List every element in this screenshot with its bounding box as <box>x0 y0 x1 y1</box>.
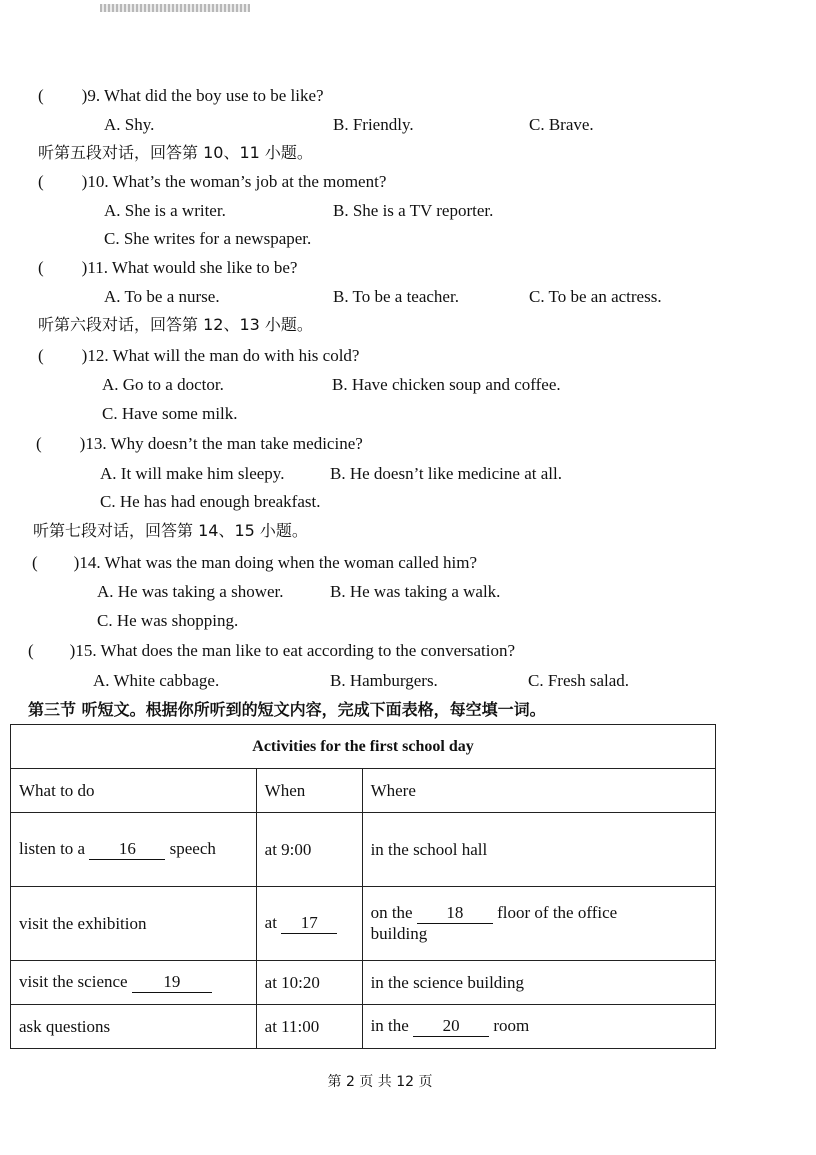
question-text: What does the man like to eat according to the conversation? <box>100 641 516 660</box>
option-b: B. Friendly. <box>333 115 414 134</box>
section-instruction: 听第六段对话，回答第 12、13 小题。 <box>38 315 313 334</box>
answer-paren: ( <box>36 434 42 453</box>
cell-where: in the science building <box>362 961 715 1005</box>
question-number: )15. <box>69 641 97 660</box>
option-c: C. Brave. <box>529 115 594 134</box>
option-b: B. He was taking a walk. <box>330 582 501 601</box>
option-b: B. Hamburgers. <box>330 671 438 690</box>
activities-table <box>10 724 716 1049</box>
question-text: What was the man doing when the woman called him? <box>104 553 478 572</box>
blank-17[interactable]: 17 <box>281 913 337 934</box>
question-text: What did the boy use to be like? <box>104 86 324 105</box>
question-text: What would she like to be? <box>111 258 298 277</box>
option-a: A. To be a nurse. <box>104 287 220 306</box>
option-c: C. Have some milk. <box>102 404 238 423</box>
question-text: Why doesn’t the man take medicine? <box>110 434 363 453</box>
header-where: Where <box>362 769 715 813</box>
answer-paren: ( <box>28 641 34 660</box>
question-number: )10. <box>81 172 109 191</box>
question-10 <box>38 172 386 192</box>
cell-what: listen to a 16 speech <box>11 813 257 887</box>
question-number: )11. <box>81 258 108 277</box>
option-c: C. He was shopping. <box>97 611 239 630</box>
cell-where: on the 18 floor of the office building <box>362 887 715 961</box>
question-number: )12. <box>81 346 109 365</box>
cell-what: visit the exhibition <box>11 887 257 961</box>
table-row <box>11 813 716 887</box>
option-b: B. She is a TV reporter. <box>333 201 494 220</box>
header-what: What to do <box>11 769 257 813</box>
blank-16[interactable]: 16 <box>89 839 165 860</box>
blank-20[interactable]: 20 <box>413 1016 489 1037</box>
question-number: )14. <box>73 553 101 572</box>
header-when: When <box>256 769 362 813</box>
option-c: C. Fresh salad. <box>528 671 630 690</box>
cell-when: at 10:20 <box>256 961 362 1005</box>
question-12 <box>38 346 359 366</box>
cell-what: visit the science 19 <box>11 961 257 1005</box>
question-number: )9. <box>81 86 101 105</box>
option-a: A. Go to a doctor. <box>102 375 224 394</box>
cell-what: ask questions <box>11 1005 257 1049</box>
option-a: A. She is a writer. <box>104 201 226 220</box>
option-c: C. He has had enough breakfast. <box>100 492 321 511</box>
cell-when: at 9:00 <box>256 813 362 887</box>
answer-paren: ( <box>38 258 44 277</box>
blank-19[interactable]: 19 <box>132 972 212 993</box>
part-3-instruction: 第三节 听短文。根据你所听到的短文内容，完成下面表格，每空填一词。 <box>28 700 546 719</box>
question-15 <box>28 641 515 661</box>
question-13 <box>36 434 363 454</box>
table-row <box>11 887 716 961</box>
question-text: What will the man do with his cold? <box>112 346 360 365</box>
answer-paren: ( <box>38 172 44 191</box>
scan-artifact <box>100 4 250 12</box>
question-9 <box>38 86 324 106</box>
option-a: A. He was taking a shower. <box>97 582 284 601</box>
cell-where: in the school hall <box>362 813 715 887</box>
cell-when: at 17 <box>256 887 362 961</box>
option-a: A. Shy. <box>104 115 155 134</box>
question-text: What’s the woman’s job at the moment? <box>112 172 387 191</box>
question-14 <box>32 553 477 573</box>
option-c: C. To be an actress. <box>529 287 662 306</box>
answer-paren: ( <box>38 346 44 365</box>
section-instruction: 听第五段对话，回答第 10、11 小题。 <box>38 143 313 162</box>
table-row <box>11 961 716 1005</box>
option-b: B. Have chicken soup and coffee. <box>332 375 561 394</box>
cell-when: at 11:00 <box>256 1005 362 1049</box>
question-number: )13. <box>79 434 107 453</box>
answer-paren: ( <box>32 553 38 572</box>
cell-where: in the 20 room <box>362 1005 715 1049</box>
option-a: A. It will make him sleepy. <box>100 464 285 483</box>
option-c: C. She writes for a newspaper. <box>104 229 312 248</box>
question-11 <box>38 258 297 278</box>
answer-paren: ( <box>38 86 44 105</box>
table-title: Activities for the first school day <box>11 725 716 769</box>
table-row <box>11 1005 716 1049</box>
section-instruction: 听第七段对话，回答第 14、15 小题。 <box>33 521 308 540</box>
option-b: B. He doesn’t like medicine at all. <box>330 464 562 483</box>
option-b: B. To be a teacher. <box>333 287 459 306</box>
page-footer: 第 2 页 共 12 页 <box>327 1074 433 1090</box>
option-a: A. White cabbage. <box>93 671 220 690</box>
blank-18[interactable]: 18 <box>417 903 493 924</box>
